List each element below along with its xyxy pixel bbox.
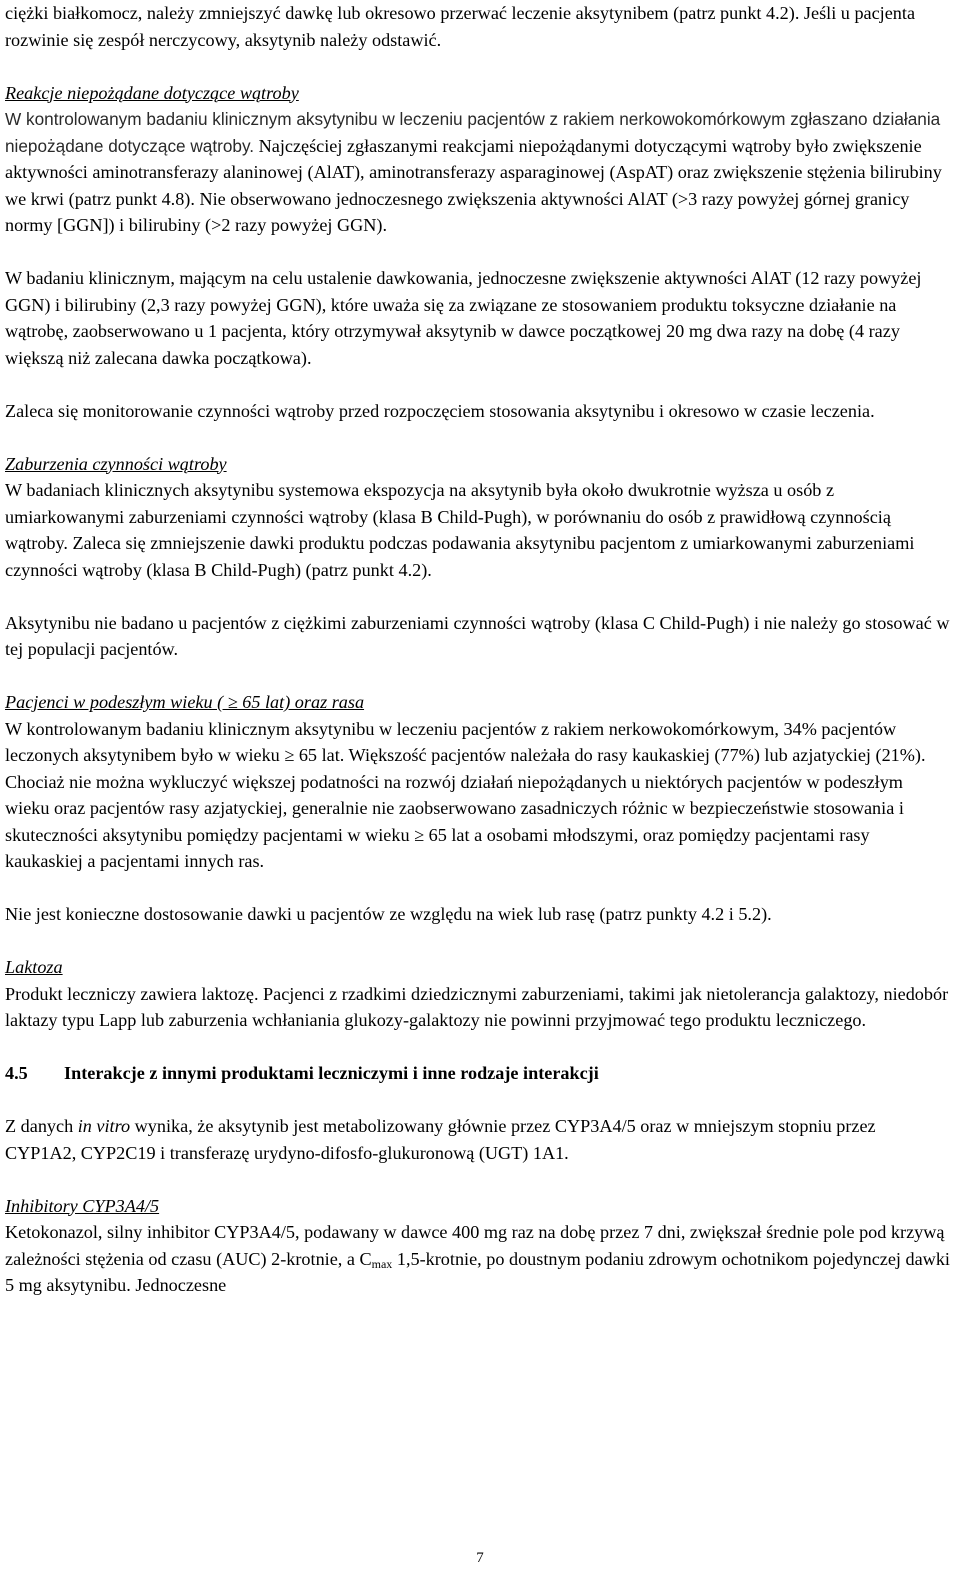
- subheading-hepatic-impairment: Zaburzenia czynności wątroby: [5, 453, 227, 474]
- section-title: Interakcje z innymi produktami leczniczymi i inne rodzaje interakcji: [64, 1063, 599, 1083]
- paragraph-monitoring: Zaleca się monitorowanie czynności wątroby przed rozpoczęciem stosowania aksytynibu i okresowo w czasie leczenia.: [5, 400, 875, 421]
- in-vitro-after: wynika, że aksytynib jest metabolizowany głównie przez CYP3A4/5 oraz w mniejszym stopniu przez CYP1A2, CYP2C19 i transferazę urydyno-difosfo-glukuronową (UGT) 1A1.: [5, 1116, 876, 1163]
- section-heading-4-5: [5, 1060, 950, 1087]
- paragraph-lactose: Produkt leczniczy zawiera laktozę. Pacjenci z rzadkimi dziedzicznymi zaburzeniami, takimi jak nietolerancja galaktozy, niedobór laktazy typu Lapp lub zaburzenia wchłaniania glukozy-galaktozy nie powinni przyjmować tego produktu leczniczego.: [5, 983, 949, 1030]
- section-elderly-race: [5, 689, 950, 875]
- paragraph-cyp3a4-inhibitors: [5, 1219, 950, 1299]
- section-number: 4.5: [5, 1063, 28, 1083]
- paragraph-in-vitro: [5, 1113, 950, 1166]
- document-page: [5, 0, 950, 1325]
- liver-text-b: Najczęściej zgłaszanymi reakcjami niepożądanymi dotyczącymi wątroby było zwiększenie aktywności aminotransferazy alaninowej (AlAT), aminotransferazy asparaginowej (AspAT) oraz zwiększenie stężenia bilirubiny we krwi (patrz punkt 4.8).: [5, 135, 942, 209]
- subheading-lactose: Laktoza: [5, 957, 63, 977]
- section-liver-adverse-reactions: [5, 80, 950, 239]
- paragraph-no-dose-adjustment: Nie jest konieczne dostosowanie dawki u pacjentów ze względu na wiek lub rasę (patrz punkty 4.2 i 5.2).: [5, 904, 772, 924]
- in-vitro-italic: in vitro: [77, 1116, 131, 1136]
- in-vitro-before: Z danych: [5, 1116, 78, 1136]
- paragraph-dose-study: W badaniu klinicznym, mającym na celu ustalenie dawkowania, jednoczesne zwiększenie aktywności AlAT (12 razy powyżej GGN) i bilirubiny (2,3 razy powyżej GGN), które uważa się za związane ze stosowaniem produktu toksyczne działanie na wątrobę, zaobserwowano u 1 pacjenta, który otrzymywał aksytynib w dawce początkowej 20 mg dwa razy na dobę (4 razy większą niż zalecana dawka początkowa).: [5, 268, 922, 368]
- paragraph-liver-adverse-reactions: [5, 106, 950, 239]
- subheading-liver-adverse-reactions: Reakcje niepożądane dotyczące wątroby: [5, 82, 299, 103]
- page-number: 7: [476, 1550, 484, 1566]
- inhibitors-text-b: 1,5-krotnie, po doustnym podaniu zdrowym ochotnikom pojedynczej dawki 5 mg aksytynibu. Jednoczesne: [5, 1248, 950, 1295]
- liver-text-c: Nie obserwowano jednoczesnego zwiększenia aktywności AlAT (>3 razy powyżej górnej granicy normy [GGN]) i bilirubiny (>2 razy powyżej GGN).: [5, 188, 910, 235]
- inhibitors-text-a: Ketokonazol, silny inhibitor CYP3A4/5, podawany w dawce 400 mg raz na dobę przez 7 dni, zwiększał średnie pole pod krzywą zależności stężenia od czasu (AUC) 2-krotnie, a C: [5, 1222, 945, 1269]
- paragraph-elderly-race: W kontrolowanym badaniu klinicznym aksytynibu w leczeniu pacjentów z rakiem nerkowokomórkowym, 34% pacjentów leczonych aksytynibem było w wieku ≥ 65 lat. Większość pacjentów należała do rasy kaukaskiej (77%) lub azjatyckiej (21%). Chociaż nie można wykluczyć większej podatności na rozwój działań niepożądanych u niektórych pacjentów w podeszłym wieku oraz pacjentów rasy azjatyckiej, generalnie nie zaobserwowano zasadniczych różnic w bezpieczeństwie stosowania i skuteczności aksytynibu pomiędzy pacjentami w wieku ≥ 65 lat a osobami młodszymi, oraz pomiędzy pacjentami rasy kaukaskiej a pacjentami innych ras.: [5, 718, 926, 871]
- cmax-subscript: max: [371, 1256, 393, 1271]
- section-hepatic-impairment: [5, 451, 950, 584]
- paragraph-severe-impairment: Aksytynibu nie badano u pacjentów z ciężkimi zaburzeniami czynności wątroby (klasa C Child-Pugh) i nie należy go stosować w tej populacji pacjentów.: [5, 612, 950, 659]
- section-cyp3a4-inhibitors: [5, 1193, 950, 1299]
- liver-text-a: W kontrolowanym badaniu klinicznym aksytynibu w leczeniu pacjentów z rakiem nerkowokomórkowym zgłaszano działania niepożądane dotyczące wątroby.: [5, 109, 941, 156]
- paragraph-proteinuria: ciężki białkomocz, należy zmniejszyć dawkę lub okresowo przerwać leczenie aksytynibem (patrz punkt 4.2). Jeśli u pacjenta rozwinie się zespół nerczycowy, aksytynib należy odstawić.: [5, 3, 916, 50]
- paragraph-hepatic-impairment: W badaniach klinicznych aksytynibu systemowa ekspozycja na aksytynib była około dwukrotnie wyższa u osób z umiarkowanymi zaburzeniami czynności wątroby (klasa B Child-Pugh), w porównaniu do osób z prawidłową czynnością wątroby. Zaleca się zmniejszenie dawki produktu podczas podawania aksytynibu pacjentom z umiarkowanymi zaburzeniami czynności wątroby (klasa B Child-Pugh) (patrz punkt 4.2).: [5, 480, 915, 580]
- section-lactose: [5, 954, 950, 1034]
- subheading-elderly-race: Pacjenci w podeszłym wieku ( ≥ 65 lat) oraz rasa: [5, 692, 365, 712]
- subheading-cyp3a4-inhibitors: Inhibitory CYP3A4/5: [5, 1195, 160, 1216]
